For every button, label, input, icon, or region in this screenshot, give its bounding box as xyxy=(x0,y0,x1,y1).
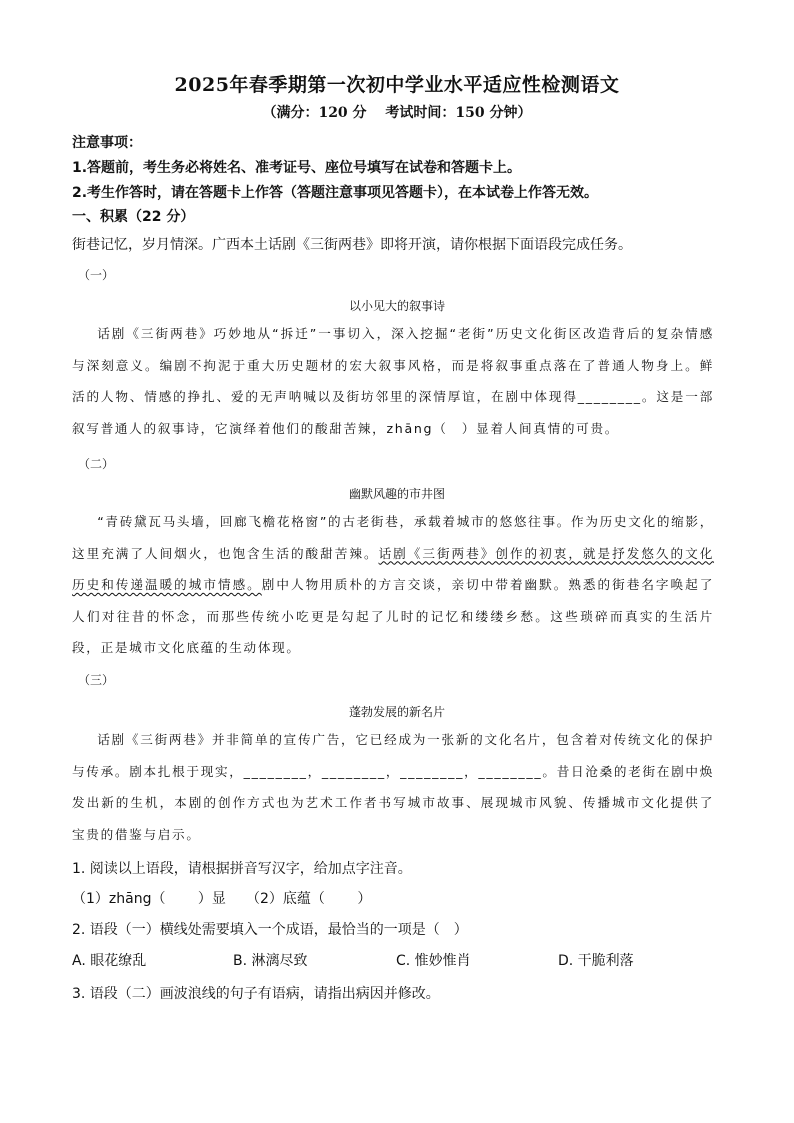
option-a: A. 眼花缭乱 xyxy=(72,953,147,969)
section-1-text: 话剧《三街两巷》巧妙地从“拆迁”一事切入，深入挖掘“老街”历史文化街区改造背后的复杂情感与深刻意义。编剧不拘泥于重大历史题材的宏大叙事风格，而是将叙事重点落在了普通人物身上。鲜活的人物、情感的挣扎、爱的无声呐喊以及街坊邻里的深情厚谊，在剧中体现得________。这是一部叙写普通人的叙事诗，它演绎着他们的酸甜苦辣，zhāng（ ）显着人间真情的可贵。 xyxy=(72,326,714,436)
question-1-sub-2: （2）底蕴（ ） xyxy=(246,891,372,907)
wavy-underlined-sentence: 话剧《三街两巷》创作的初衷，就是抒发悠久的文化历史和传递温暖的城市情感。 xyxy=(72,545,715,592)
question-2: 2. 语段（一）横线处需要填入一个成语，最恰当的一项是（ ） xyxy=(72,922,468,938)
section-2-text-after: 剧中人物用质朴的方言交谈，亲切中带着幽默。熟悉的街巷名字唤起了人们对往昔的怀念，而那些传统小吃更是勾起了儿时的记忆和缕缕乡愁。这些琐碎而真实的生活片段，正是城市文化底蕴的生动体现。 xyxy=(72,577,715,655)
notes-item-1: 1.答题前，考生务必将姓名、准考证号、座位号填写在试卷和答题卡上。 xyxy=(72,160,522,176)
option-d: D. 干脆利落 xyxy=(558,953,634,969)
section-1-title: 以小见大的叙事诗 xyxy=(348,299,445,313)
question-1-sub-1: （1）zhāng（ ）显 xyxy=(72,891,226,907)
section-1-marker: （一） xyxy=(78,268,115,282)
question-1: 1. 阅读以上语段，请根据拼音写汉字，给加点字注音。 xyxy=(72,861,412,877)
section-2-marker: （二） xyxy=(78,457,115,471)
section-2-text xyxy=(72,506,714,664)
option-b: B. 淋漓尽致 xyxy=(233,953,308,969)
section-3-text: 话剧《三街两巷》并非简单的宣传广告，它已经成为一张新的文化名片，包含着对传统文化的保护与传承。剧本扎根于现实，________，________，________，________。昔日沧桑的老街在剧中焕发出新的生机，本剧的创作方式也为艺术工作者书写城市故事、展现城市风貌、传播城市文化提供了宝贵的借鉴与启示。 xyxy=(72,732,714,842)
exam-subtitle: （满分：120 分 考试时间：150 分钟） xyxy=(262,105,532,121)
section-2-text-before: “青砖黛瓦马头墙，回廊飞檐花格窗”的古老街巷，承载着城市的悠悠往事。作为历史文化的缩影，这里充满了人间烟火，也饱含生活的酸甜苦辣。 xyxy=(72,514,714,561)
section-3-marker: （三） xyxy=(78,673,115,687)
notes-heading: 注意事项： xyxy=(72,135,142,151)
part1-heading: 一、积累（22 分） xyxy=(72,209,195,225)
exam-title: 2025年春季期第一次初中学业水平适应性检测语文 xyxy=(174,74,620,96)
section-3-title: 蓬勃发展的新名片 xyxy=(348,705,445,719)
option-c: C. 惟妙惟肖 xyxy=(396,953,471,969)
part1-intro: 街巷记忆，岁月情深。广西本土话剧《三街两巷》即将开演，请你根据下面语段完成任务。 xyxy=(72,237,632,253)
section-2-title: 幽默风趣的市井图 xyxy=(348,487,445,501)
notes-item-2: 2.考生作答时，请在答题卡上作答（答题注意事项见答题卡），在本试卷上作答无效。 xyxy=(72,185,599,201)
question-3: 3. 语段（二）画波浪线的句子有语病，请指出病因并修改。 xyxy=(72,986,440,1002)
